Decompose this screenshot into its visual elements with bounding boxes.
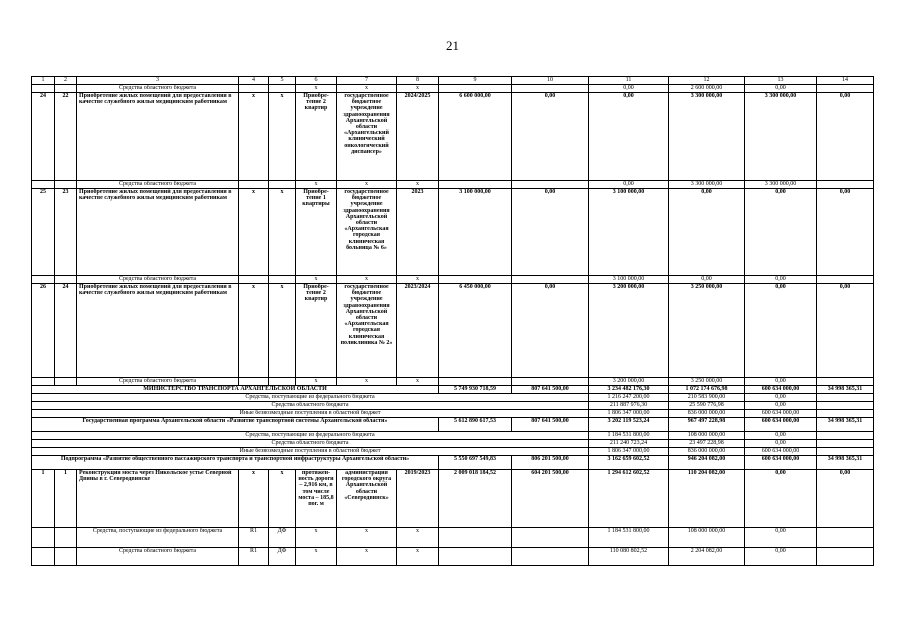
header-cell: 1 bbox=[32, 77, 55, 85]
item-name: Приобретение жилых помещений для предоставления в качестве служебного жилья медицинским работникам bbox=[77, 189, 239, 276]
header-cell: 3 bbox=[77, 77, 239, 85]
table-row: Средства, поступающие из федерального бюджета 1 184 531 800,00 108 000 000,00 0,00 bbox=[32, 432, 874, 440]
header-cell: 5 bbox=[269, 77, 296, 85]
budget-table bbox=[31, 76, 874, 566]
item-name: Приобретение жилых помещений для предоставления в качестве служебного жилья медицинским работникам bbox=[77, 93, 239, 181]
header-cell: 12 bbox=[669, 77, 745, 85]
header-cell: 10 bbox=[512, 77, 589, 85]
item-name: Приобретение жилых помещений для предоставления в качестве служебного жилья медицинским работникам bbox=[77, 284, 239, 378]
table-row: Средства областного бюджета x x x 3 200 000,00 3 250 000,00 0,00 bbox=[32, 378, 874, 386]
section-title: Государственная программа Архангельской области «Развитие транспортной системы Архангельской области» bbox=[32, 418, 439, 432]
header-cell: 14 bbox=[817, 77, 874, 85]
item-name: Реконструкция моста через Никольское устье Северной Двины в г. Северодвинске bbox=[77, 470, 239, 528]
header-cell: 8 bbox=[397, 77, 439, 85]
source-label: Средства областного бюджета bbox=[77, 85, 239, 93]
table-row: 24 22 Приобретение жилых помещений для предоставления в качестве служебного жилья медицинским работникам x x Приобре-тение 2 квартир государственное бюджетное учреждение здравоохранения Архангельской области «Архангельский клинический онкологический диспансер» 2024/2025 6 600 000,00 0,00 0,00 3 300 000,00 3 300 000,00 0,00 bbox=[32, 93, 874, 181]
header-cell: 13 bbox=[745, 77, 817, 85]
table-row: МИНИСТЕРСТВО ТРАНСПОРТА АРХАНГЕЛЬСКОЙ ОБЛАСТИ 5 749 930 718,59 807 641 500,00 3 234 482 176,30 1 072 174 676,98 600 634 000,00 34 998 365,31 bbox=[32, 386, 874, 394]
table-row: Средства областного бюджета x x x 0,00 2 600 000,00 0,00 bbox=[32, 85, 874, 93]
table-row: Средства, поступающие из федерального бюджета 1 216 247 200,00 210 583 900,00 0,00 bbox=[32, 394, 874, 402]
header-cell: 4 bbox=[239, 77, 269, 85]
table-row: Подпрограмма «Развитие общественного пассажирского транспорта и транспортной инфраструктуры Архангельской области» 5 550 697 549,83 806 201 500,00 3 162 659 602,52 946 204 082,00 600 634 000,00 34 998 365,31 bbox=[32, 456, 874, 470]
header-cell: 2 bbox=[55, 77, 77, 85]
table-row: Государственная программа Архангельской области «Развитие транспортной системы Архангельской области» 5 612 890 617,53 807 641 500,00 3 202 119 523,24 967 497 228,98 600 634 000,00 34 998 365,31 bbox=[32, 418, 874, 432]
table-row: Средства областного бюджета 211 887 976,30 25 590 776,98 0,00 bbox=[32, 402, 874, 410]
section-title: МИНИСТЕРСТВО ТРАНСПОРТА АРХАНГЕЛЬСКОЙ ОБЛАСТИ bbox=[32, 386, 439, 394]
table-row: Иные безвозмездные поступления в областной бюджет 1 806 347 000,00 836 000 000,00 600 634 000,00 bbox=[32, 448, 874, 456]
table-row: Средства, поступающие из федерального бюджета R1 ДФ x x x 1 184 531 800,00 108 000 000,00 0,00 bbox=[32, 528, 874, 548]
table-row: Иные безвозмездные поступления в областной бюджет 1 806 347 000,00 836 000 000,00 600 634 000,00 bbox=[32, 410, 874, 418]
table-row: Средства областного бюджета R1 ДФ x x x 110 080 802,52 2 204 082,00 0,00 bbox=[32, 548, 874, 566]
header-cell: 11 bbox=[589, 77, 669, 85]
table-row: 25 23 Приобретение жилых помещений для предоставления в качестве служебного жилья медицинским работникам x x Приобре-тение 1 квартиры государственное бюджетное учреждение здравоохранения Архангельской области «Архангельская городская клиническая больница № 6» 2023 3 100 000,00 0,00 3 100 000,00 0,00 0,00 0,00 bbox=[32, 189, 874, 276]
table-row: 26 24 Приобретение жилых помещений для предоставления в качестве служебного жилья медицинским работникам x x Приобре-тение 2 квартир государственное бюджетное учреждение здравоохранения Архангельской области «Архангельская городская клиническая поликлиника № 2» 2023/2024 6 450 000,00 0,00 3 200 000,00 3 250 000,00 0,00 0,00 bbox=[32, 284, 874, 378]
page-number: 21 bbox=[446, 38, 459, 53]
table-row: Средства областного бюджета x x x 0,00 3 300 000,00 3 300 000,00 bbox=[32, 181, 874, 189]
table-row: 1 1 Реконструкция моста через Никольское устье Северной Двины в г. Северодвинске x x протяжен-ность дороги – 2,916 км, в том числе моста – 185,8 пог. м администрация городского округа Архангельской области «Северодвинск» 2019/2023 2 009 018 184,52 604 201 500,00 1 294 612 602,52 110 204 082,00 0,00 0,00 bbox=[32, 470, 874, 528]
table-row: Средства областного бюджета x x x 3 100 000,00 0,00 0,00 bbox=[32, 276, 874, 284]
header-row bbox=[32, 77, 874, 85]
header-cell: 6 bbox=[296, 77, 337, 85]
table-row: Средства областного бюджета 211 240 723,24 23 497 228,98 0,00 bbox=[32, 440, 874, 448]
header-cell: 7 bbox=[337, 77, 397, 85]
header-cell: 9 bbox=[439, 77, 512, 85]
section-title: Подпрограмма «Развитие общественного пассажирского транспорта и транспортной инфраструктуры Архангельской области» bbox=[32, 456, 439, 470]
